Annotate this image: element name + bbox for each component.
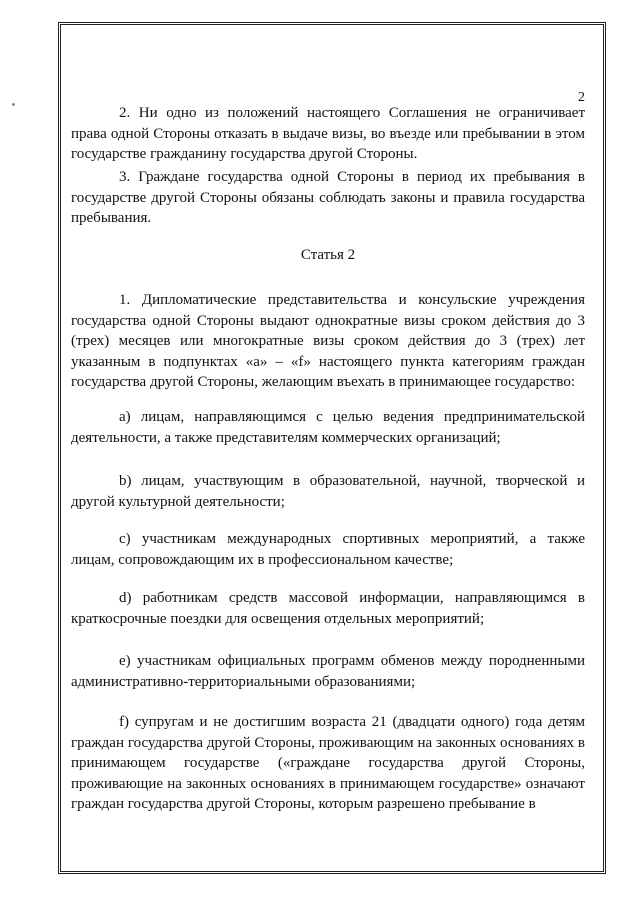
list-item-a: a) лицам, направляющимся с целью ведения предпринимательской деятельности, а также представителям коммерческих организаций; bbox=[71, 409, 585, 446]
list-item-e: e) участникам официальных программ обменов между породненными административно-территориальными образованиями; bbox=[71, 653, 585, 690]
paragraph-2: 2. Ни одно из положений настоящего Соглашения не ограничивает права одной Стороны отказать в выдаче визы, во въезде или пребывании в этом государстве гражданину государства другой Стороны. bbox=[71, 105, 585, 162]
list-item-f: f) супругам и не достигшим возраста 21 (двадцати одного) года детям граждан государства другой Стороны, проживающим на законных основаниях в принимающем государстве («граждане государства другой Стороны, проживающие на законных основаниях в принимающем государстве» означают граждан государства другой Стороны, которым разрешено пребывание в bbox=[71, 714, 585, 812]
page-number: 2 bbox=[578, 90, 585, 105]
list-item-d: d) работникам средств массовой информации, направляющимся в краткосрочные поездки для освещения отдельных мероприятий; bbox=[71, 590, 585, 627]
article-paragraph-1: 1. Дипломатические представительства и консульские учреждения государства одной Стороны выдают однократные визы сроком действия до 3 (трех) месяцев или многократные визы сроком действия до 3 (трех) лет указанным в подпунктах «a» – «f» настоящего пункта категориям граждан государства другой Стороны, желающим въехать в принимающее государство: bbox=[71, 292, 585, 390]
article-heading: Статья 2 bbox=[300, 247, 356, 263]
list-item-b: b) лицам, участвующим в образовательной, научной, творческой и другой культурной деятельности; bbox=[71, 473, 585, 510]
list-item-c: c) участникам международных спортивных мероприятий, а также лицам, сопровождающим их в профессиональном качестве; bbox=[71, 531, 585, 568]
paragraph-3: 3. Граждане государства одной Стороны в период их пребывания в государстве другой Стороны обязаны соблюдать законы и правила государства пребывания. bbox=[71, 169, 585, 226]
scan-artifact bbox=[12, 103, 15, 106]
